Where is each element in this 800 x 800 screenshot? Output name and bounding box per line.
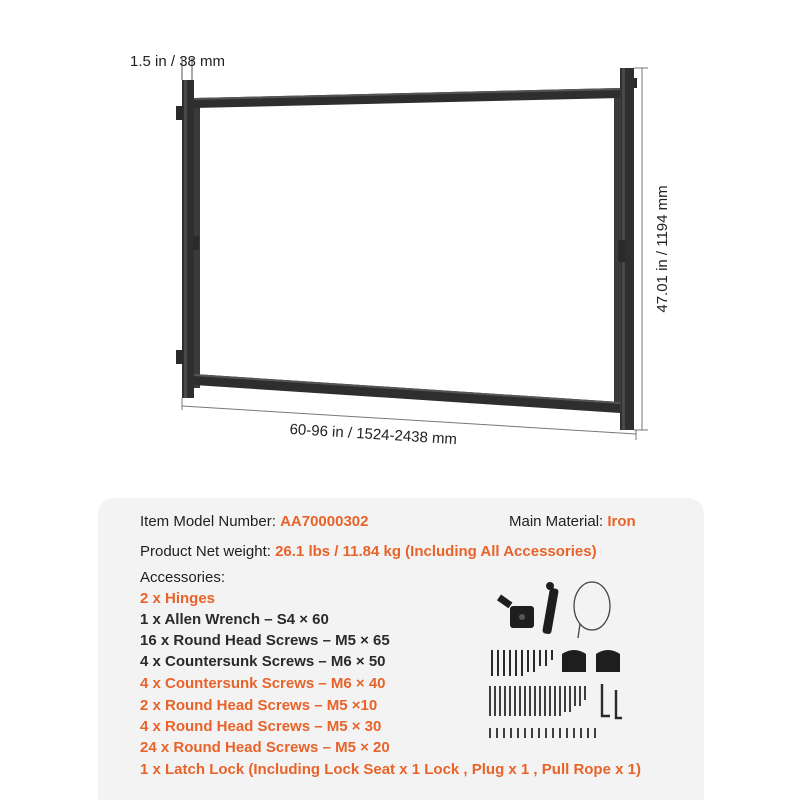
weight-label: Product Net weight:	[140, 543, 271, 560]
post-width-label: 1.5 in / 38 mm	[130, 53, 226, 70]
accessory-item: 2 x Round Head Screws – M5 ×10	[140, 697, 378, 714]
accessory-item: 4 x Countersunk Screws – M6 × 40	[140, 675, 386, 692]
item-model-value: AA70000302	[280, 513, 369, 530]
gate-frame	[176, 68, 637, 430]
hardware-kit-illustration	[480, 576, 640, 744]
hinge-bracket-icon	[562, 650, 620, 672]
accessory-item: 16 x Round Head Screws – M5 × 65	[140, 632, 390, 649]
height-label: 47.01 in / 1194 mm	[654, 185, 671, 313]
medium-screws-icon	[490, 686, 585, 716]
weight-value: 26.1 lbs / 11.84 kg (Including All Accessories)	[275, 543, 597, 560]
material-value: Iron	[607, 513, 636, 530]
post-width-dimension	[130, 53, 225, 80]
accessory-item: 2 x Hinges	[140, 590, 216, 607]
height-dimension	[634, 68, 671, 430]
pull-rope-icon	[574, 582, 610, 638]
long-screws-icon	[492, 650, 552, 676]
allen-wrench-icon	[602, 684, 622, 718]
item-model-row	[140, 513, 368, 531]
latch-lock-icon	[497, 582, 559, 635]
accessories-heading: Accessories:	[140, 569, 226, 586]
item-model-label: Item Model Number:	[140, 513, 276, 530]
material-label: Main Material:	[509, 513, 604, 530]
accessory-item: 4 x Round Head Screws – M5 × 30	[140, 718, 382, 735]
weight-row	[140, 543, 597, 561]
accessory-item: 1 x Latch Lock (Including Lock Seat x 1 Lock , Plug x 1 , Pull Rope x 1)	[140, 761, 641, 778]
accessory-item: 24 x Round Head Screws – M5 × 20	[140, 739, 390, 756]
width-label: 60-96 in / 1524-2438 mm	[289, 420, 458, 449]
short-screws-icon	[490, 728, 595, 738]
accessory-item: 1 x Allen Wrench – S4 × 60	[140, 611, 329, 628]
material-row	[509, 513, 636, 531]
accessory-item: 4 x Countersunk Screws – M6 × 50	[140, 653, 386, 670]
